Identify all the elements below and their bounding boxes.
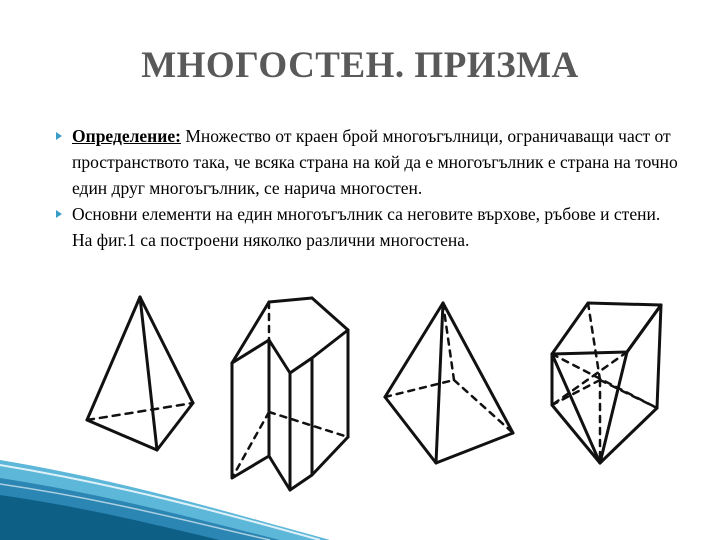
pyramid-icon <box>385 303 513 463</box>
cube-pyramid-icon <box>552 303 661 463</box>
definition-term: Определение: <box>72 126 181 146</box>
slide-title: МНОГОСТЕН. ПРИЗМА <box>141 45 579 86</box>
bullet-definition <box>56 123 684 201</box>
folded-prism-icon <box>232 298 348 490</box>
bipyramid-icon <box>87 297 193 450</box>
bullet-list <box>56 123 684 253</box>
bullet-arrow-icon <box>56 210 62 218</box>
bullet-arrow-icon <box>56 132 62 140</box>
polyhedra-figure <box>0 290 720 540</box>
definition-text: Множество от краен брой многоъгълници, ограничаващи част от пространството така, че всяка страна на кой да е многоъгълник е страна на точно един друг многоъгълник, се нарича многостен. <box>72 126 678 198</box>
bullet-elements <box>56 201 684 253</box>
elements-text: Основни елементи на един многоъгълник са неговите върхове, ръбове и стени. На фиг.1 са построени няколко различни многостена. <box>72 204 661 250</box>
